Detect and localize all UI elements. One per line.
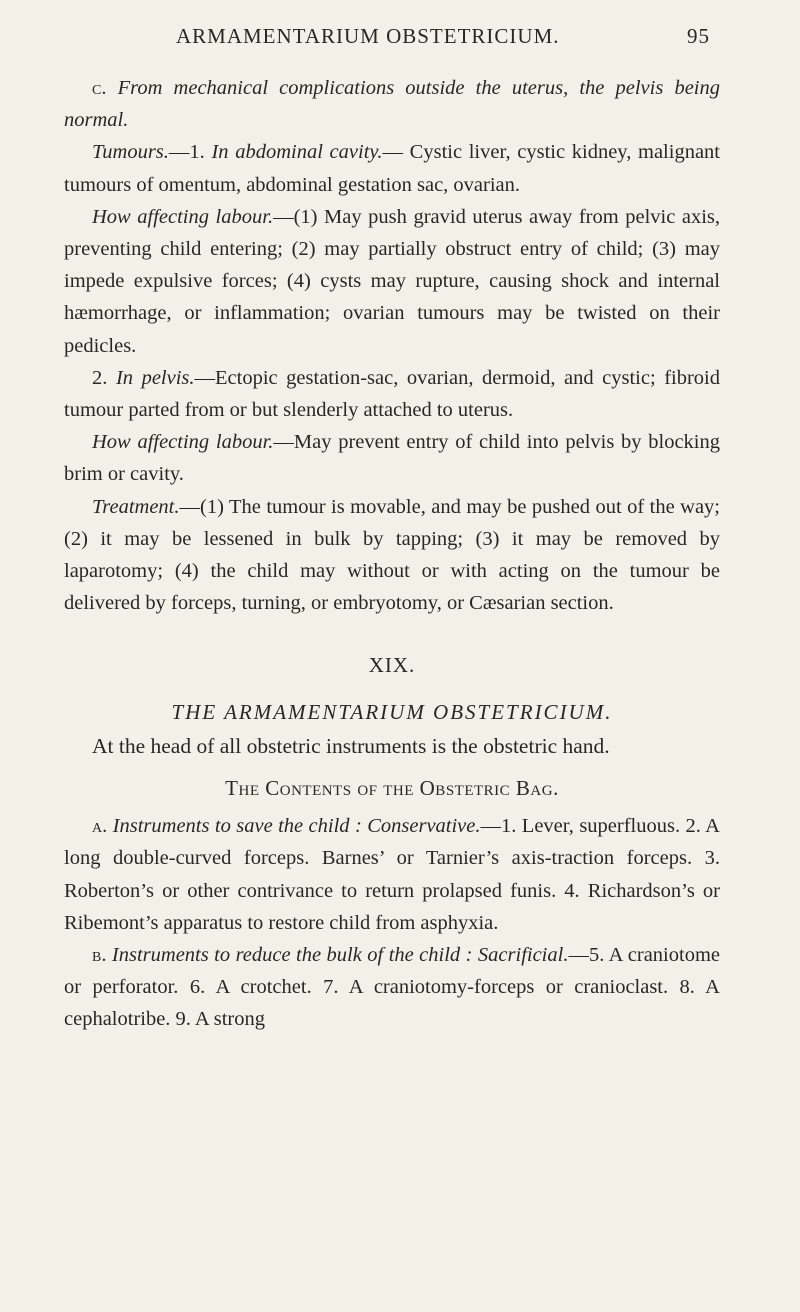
text-tumours: — Cystic liver, cystic kidney, malignant tumours of omentum, abdominal gestation sac, ovarian.: [64, 141, 720, 196]
label-tumours: Tumours.: [92, 141, 169, 164]
heading-a: Instruments to save the child :: [112, 815, 362, 838]
text-b: —5. A craniotome or perforator. 6. A crotchet. 7. A craniotomy-forceps or cranioclast. 8. A cephalotribe. 9. A strong: [64, 944, 720, 1031]
running-title: ARMAMENTARIUM OBSTETRICIUM.: [176, 24, 560, 48]
section-title: THE ARMAMENTARIUM OBSTETRICIUM.: [171, 699, 613, 724]
paragraph-a: [64, 810, 720, 939]
paragraph-treatment: [64, 491, 720, 620]
text-a: —1. Lever, superfluous. 2. A long double-curved forceps. Barnes’ or Tarnier’s axis-traction forceps. 3. Roberton’s or other contrivance to return prolapsed funis. 4. Richardson’s or Ribemont’s apparatus to restore child from asphyxia.: [64, 815, 720, 934]
number-pelvis: 2.: [92, 366, 108, 389]
paragraph-b: [64, 939, 720, 1036]
running-header: [110, 24, 710, 54]
paragraph-how-affecting-1: [64, 201, 720, 362]
text-treatment: —(1) The tumour is movable, and may be pushed out of the way; (2) it may be lessened in bulk by tapping; (3) it may be removed by laparotomy; (4) the child may without or with acting on the tumour be delivered by forceps, turning, or embryotomy, or Cæsarian section.: [64, 495, 720, 615]
paragraph-how-affecting-2: [64, 426, 720, 490]
number-tumours: —1.: [168, 141, 205, 164]
paragraph-pelvis: [64, 362, 720, 426]
label-b: b.: [92, 944, 107, 967]
label-how-1: How affecting labour.: [92, 205, 274, 228]
label-a: a.: [92, 815, 108, 838]
kind-a: Conservative.: [367, 815, 481, 838]
page-number: 95: [687, 24, 710, 48]
heading-b: Instruments to reduce the bulk of the child :: [111, 944, 473, 967]
label-pelvis: In pelvis.: [115, 366, 195, 389]
label-treatment: Treatment.: [92, 495, 180, 518]
kind-b: Sacrificial.: [477, 944, 569, 967]
text-how-1: —(1) May push gravid uterus away from pelvic axis, preventing child entering; (2) may partially obstruct entry of child; (3) may impede expulsive forces; (4) cysts may rupture, causing shock and internal hæmorrhage, or inflammation; ovarian tumours may be twisted on their pedicles.: [64, 205, 721, 357]
paragraph-c: [64, 72, 720, 136]
page-body: [64, 72, 720, 1036]
heading-c: From mechanical complications outside the uterus, the pelvis being normal.: [64, 77, 721, 132]
text-how-2: —May prevent entry of child into pelvis by blocking brim or cavity.: [64, 431, 720, 486]
paragraph-tumours: [64, 136, 720, 200]
text-pelvis: —Ectopic gestation-sac, ovarian, dermoid, and cystic; fibroid tumour parted from or but slenderly attached to uterus.: [64, 366, 721, 422]
lead-sentence: At the head of all obstetric instruments is the obstetric hand.: [92, 733, 610, 758]
section-number: XIX.: [368, 653, 416, 678]
label-c: c.: [92, 77, 107, 99]
sub-abdominal: In abdominal cavity.: [211, 141, 383, 164]
contents-heading: The Contents of the Obstetric Bag.: [225, 776, 559, 801]
label-how-2: How affecting labour.: [92, 431, 274, 454]
